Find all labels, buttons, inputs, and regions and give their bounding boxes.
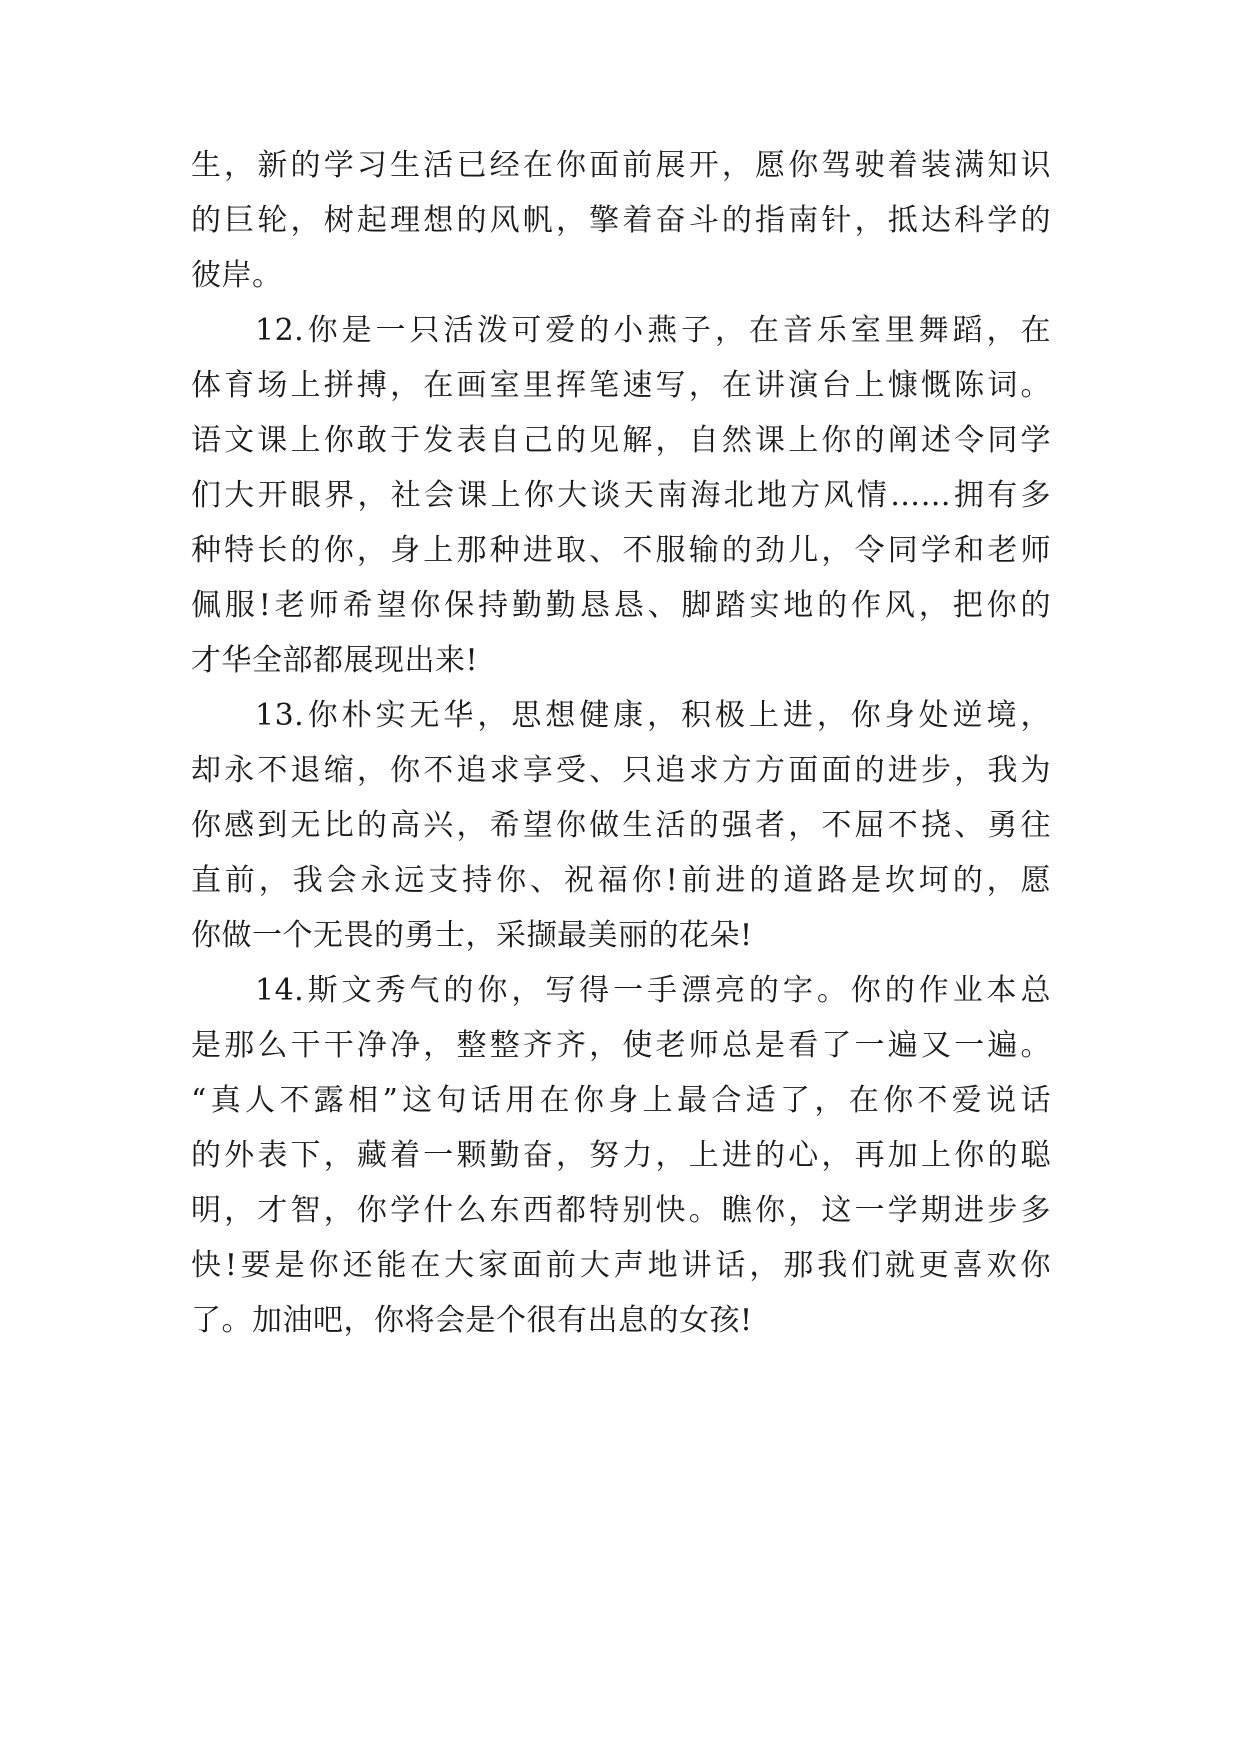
text-line: 生，新的学习生活已经在你面前展开，愿你驾驶着装满知识 [191, 148, 1051, 183]
text-line: 却永不退缩，你不追求享受、只追求方方面面的进步，我为 [191, 753, 1051, 788]
text-line: 的外表下，藏着一颗勤奋，努力，上进的心，再加上你的聪 [191, 1138, 1051, 1173]
text-line: 是那么干干净净，整整齐齐，使老师总是看了一遍又一遍。 [191, 1028, 1051, 1063]
text-line: 才华全部都展现出来! [191, 643, 479, 678]
text-line: “真人不露相”这句话用在你身上最合适了，在你不爱说话 [191, 1083, 1051, 1118]
text-line: 的巨轮，树起理想的风帆，擎着奋斗的指南针，抵达科学的 [191, 203, 1051, 238]
text-line: 直前，我会永远支持你、祝福你!前进的道路是坎坷的，愿 [191, 863, 1051, 898]
text-line: 语文课上你敢于发表自己的见解，自然课上你的阐述令同学 [191, 423, 1051, 458]
text-line: 你做一个无畏的勇士，采撷最美丽的花朵! [191, 918, 753, 953]
text-line: 明，才智，你学什么东西都特别快。瞧你，这一学期进步多 [191, 1193, 1051, 1228]
text-line: 了。加油吧，你将会是个很有出息的女孩! [191, 1303, 753, 1338]
text-line: 你感到无比的高兴，希望你做生活的强者，不屈不挠、勇往 [191, 808, 1051, 843]
text-line: 种特长的你，身上那种进取、不服输的劲儿，令同学和老师 [191, 533, 1051, 568]
text-line: 快!要是你还能在大家面前大声地讲话，那我们就更喜欢你 [191, 1248, 1051, 1283]
text-line: 佩服!老师希望你保持勤勤恳恳、脚踏实地的作风，把你的 [191, 588, 1051, 623]
text-line: 们大开眼界，社会课上你大谈天南海北地方风情……拥有多 [191, 478, 1051, 513]
paragraph-12-first-line: 12.你是一只活泼可爱的小燕子，在音乐室里舞蹈，在 [255, 313, 1051, 348]
paragraph-14-first-line: 14.斯文秀气的你，写得一手漂亮的字。你的作业本总 [255, 973, 1051, 1008]
text-line: 彼岸。 [191, 258, 283, 293]
text-line: 体育场上拼搏，在画室里挥笔速写，在讲演台上慷慨陈词。 [191, 368, 1051, 403]
paragraph-13-first-line: 13.你朴实无华，思想健康，积极上进，你身处逆境， [255, 698, 1051, 733]
